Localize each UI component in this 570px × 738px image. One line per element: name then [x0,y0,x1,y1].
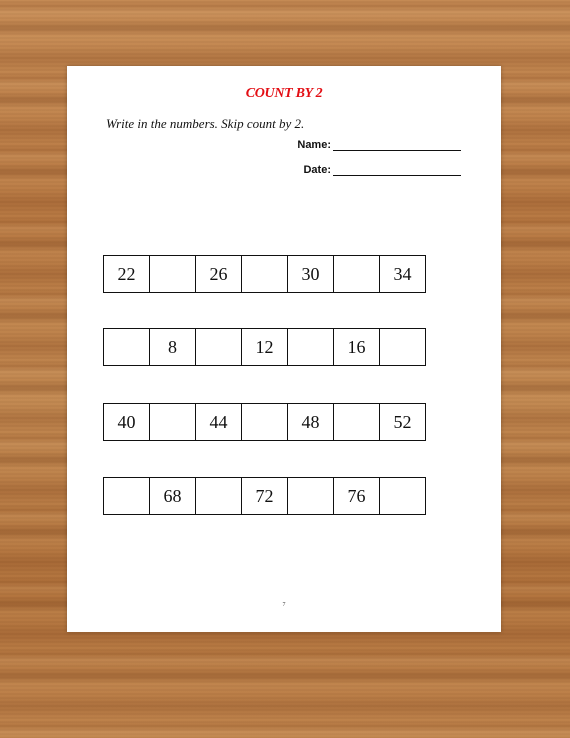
number-cell [242,256,288,292]
number-cell [380,329,426,365]
number-row-1 [103,255,426,293]
date-label: Date: [303,164,331,176]
number-cell: 12 [242,329,288,365]
date-field [303,163,461,176]
number-cell: 72 [242,478,288,514]
number-cell: 34 [380,256,426,292]
worksheet-page [67,66,501,632]
number-cell [150,404,196,440]
number-cell: 30 [288,256,334,292]
number-cell [196,329,242,365]
page-number: 7 [282,602,286,608]
number-cell: 52 [380,404,426,440]
number-cell: 22 [104,256,150,292]
number-cell: 40 [104,404,150,440]
number-cell: 16 [334,329,380,365]
number-cell: 68 [150,478,196,514]
number-cell [242,404,288,440]
number-cell [104,329,150,365]
number-cell: 8 [150,329,196,365]
date-blank-line[interactable] [333,163,461,176]
name-field [297,138,461,151]
instructions-text: Write in the numbers. Skip count by 2. [106,116,305,131]
number-cell [380,478,426,514]
number-cell: 76 [334,478,380,514]
worksheet-title: COUNT BY 2 [245,86,323,101]
number-row-2 [103,328,426,366]
name-blank-line[interactable] [333,138,461,151]
number-cell: 48 [288,404,334,440]
number-cell [334,256,380,292]
number-cell [196,478,242,514]
name-label: Name: [297,139,331,151]
number-row-4 [103,477,426,515]
number-row-3 [103,403,426,441]
number-cell: 26 [196,256,242,292]
number-cell [334,404,380,440]
number-cell [150,256,196,292]
number-cell [104,478,150,514]
number-cell: 44 [196,404,242,440]
number-cell [288,329,334,365]
number-cell [288,478,334,514]
